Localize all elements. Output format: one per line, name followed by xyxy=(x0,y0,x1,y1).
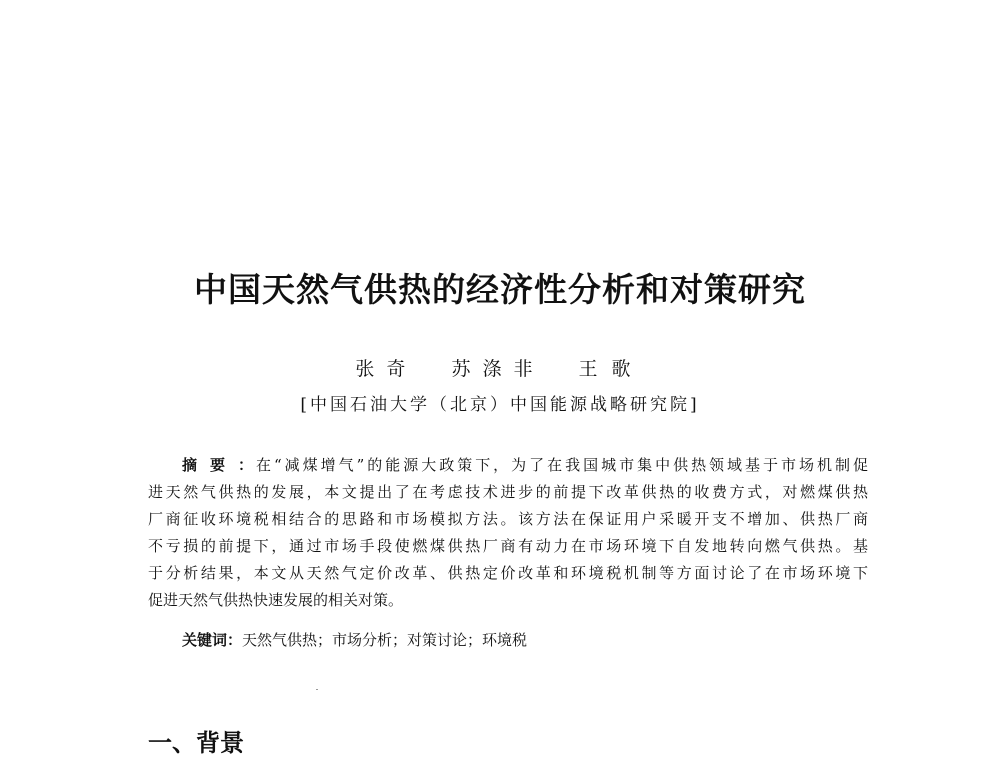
abstract-line: 不亏损的前提下，通过市场手段使燃煤供热厂商有动力在市场环境下自发地转向燃气供热。基 xyxy=(148,537,868,555)
author-name: 王歌 xyxy=(578,358,645,380)
keywords-label: 关键词： xyxy=(182,631,243,649)
abstract-text: 在“减煤增气”的能源大政策下，为了在我国城市集中供热领域基于市场机制促 xyxy=(255,456,868,474)
abstract-label-colon: ： xyxy=(237,456,256,474)
abstract-line: 促进天然气供热快速发展的相关对策。 xyxy=(148,591,404,609)
abstract-line: 厂商征收环境税相结合的思路和市场模拟方法。该方法在保证用户采暖开支不增加、供热厂商 xyxy=(148,510,868,528)
author-name: 张奇 xyxy=(355,358,418,380)
abstract xyxy=(148,452,868,614)
abstract-line: 于分析结果，本文从天然气定价改革、供热定价改革和环境税机制等方面讨论了在市场环境下 xyxy=(148,564,868,582)
section-heading: 一、背景 xyxy=(148,728,244,757)
keywords xyxy=(182,627,527,654)
abstract-line xyxy=(148,452,868,479)
abstract-line: 进天然气供热的发展，本文提出了在考虑技术进步的前提下改革供热的收费方式，对燃煤供热 xyxy=(148,483,868,501)
scan-speck xyxy=(316,689,318,690)
author-list xyxy=(0,356,1000,382)
author-name: 苏涤非 xyxy=(451,358,545,380)
author-affiliation: [中国石油大学（北京）中国能源战略研究院] xyxy=(300,395,700,415)
keywords-text: 天然气供热；市场分析；对策讨论；环境税 xyxy=(242,631,528,649)
abstract-label: 摘要 xyxy=(182,456,238,474)
paper-title: 中国天然气供热的经济性分析和对策研究 xyxy=(194,270,806,310)
